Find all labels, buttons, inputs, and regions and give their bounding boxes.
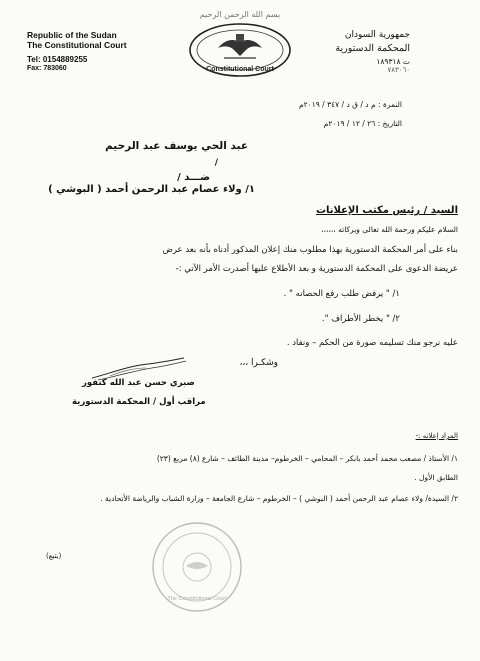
- header-country-en: Republic of the Sudan: [27, 30, 117, 40]
- petitioner-name: عبد الحي يوسف عبد الرحيم: [105, 140, 248, 152]
- header-court-en: The Constitutional Court: [27, 40, 127, 50]
- header-fax-en: Fax: 783060: [27, 65, 67, 71]
- seal-caption: The Constitutional Court: [167, 596, 227, 602]
- basmala: بسم الله الرحمن الرحيم: [199, 10, 281, 19]
- body-line-2: عريضة الدعوى على المحكمة الدستورية و بعد الأطلاع عليها أصدرت الأمر الآتي :-: [175, 264, 458, 274]
- greeting: السلام عليكم ورحمة الله تعالى وبركاته ،،،،،،: [321, 225, 458, 234]
- header-tel-en: Tel: 0154889255: [27, 55, 88, 64]
- header-court-ar: المحكمة الدستورية: [335, 43, 410, 54]
- court-emblem-icon: [188, 22, 292, 78]
- header-tel-ar: ت ١٨٩٣١٨: [376, 57, 410, 66]
- emblem-caption: Constitutional Court: [206, 66, 274, 73]
- reference-date: التاريخ : ٢٦ / ١٢ / ٢٠١٩م: [323, 119, 402, 128]
- signatory-name: صبري حسن عبد الله كنفور: [82, 378, 195, 388]
- header-country-ar: جمهورية السودان: [344, 30, 410, 40]
- thanks-line: وشكـرا ،،،: [239, 358, 278, 368]
- closing-line: عليه نرجو منك تسليمه صورة من الحكم – ونفاد .: [286, 338, 458, 348]
- header-fax-ar: ٧٨٣٠٦٠: [387, 66, 410, 73]
- copy-entry-1-continued: الطابق الأول .: [414, 473, 458, 482]
- copy-entry-2: ٢/ السيدة/ ولاء عصام عبد الرحمن أحمد ( البوشي ) – الخرطوم – شارع الجامعة – وزارة الشباب والرياضة الأتحادية .: [100, 494, 458, 503]
- order-item-1: ١/ " يرفض طلب رفع الحصانه " .: [283, 289, 400, 299]
- respondent-name: ١/ ولاء عصام عبد الرحمن أحمد ( البوشي ): [48, 184, 255, 195]
- reference-number: النمرة : م د / ق د / ٣٤٧ / ٢٠١٩م: [298, 100, 402, 109]
- continues-note: (يتبع): [46, 552, 62, 560]
- order-item-2: ٢/ " يخطر الأطراف ".: [321, 314, 400, 324]
- signatory-title: مراقب أول / المحكمة الدستورية: [72, 397, 206, 407]
- party-separator: /: [214, 158, 218, 168]
- versus-label: ضـــد /: [177, 172, 210, 183]
- addressee: السيد / رئيس مكتب الإعلانات: [315, 205, 458, 216]
- body-line-1: بناء على أمر المحكمة الدستورية بهذا مطلوب منك إعلان المذكور أدناه بأنه بعد عرض: [162, 245, 458, 255]
- copy-entry-1: ١/ الأستاذ / مصعب محمد أحمد بابكر – المحامي – الخرطوم– مدينة الطائف – شارع (٨) مربع (٢٣): [156, 454, 458, 463]
- copies-heading: المراد إعلانه :-: [415, 432, 458, 440]
- court-seal-icon: [150, 520, 244, 614]
